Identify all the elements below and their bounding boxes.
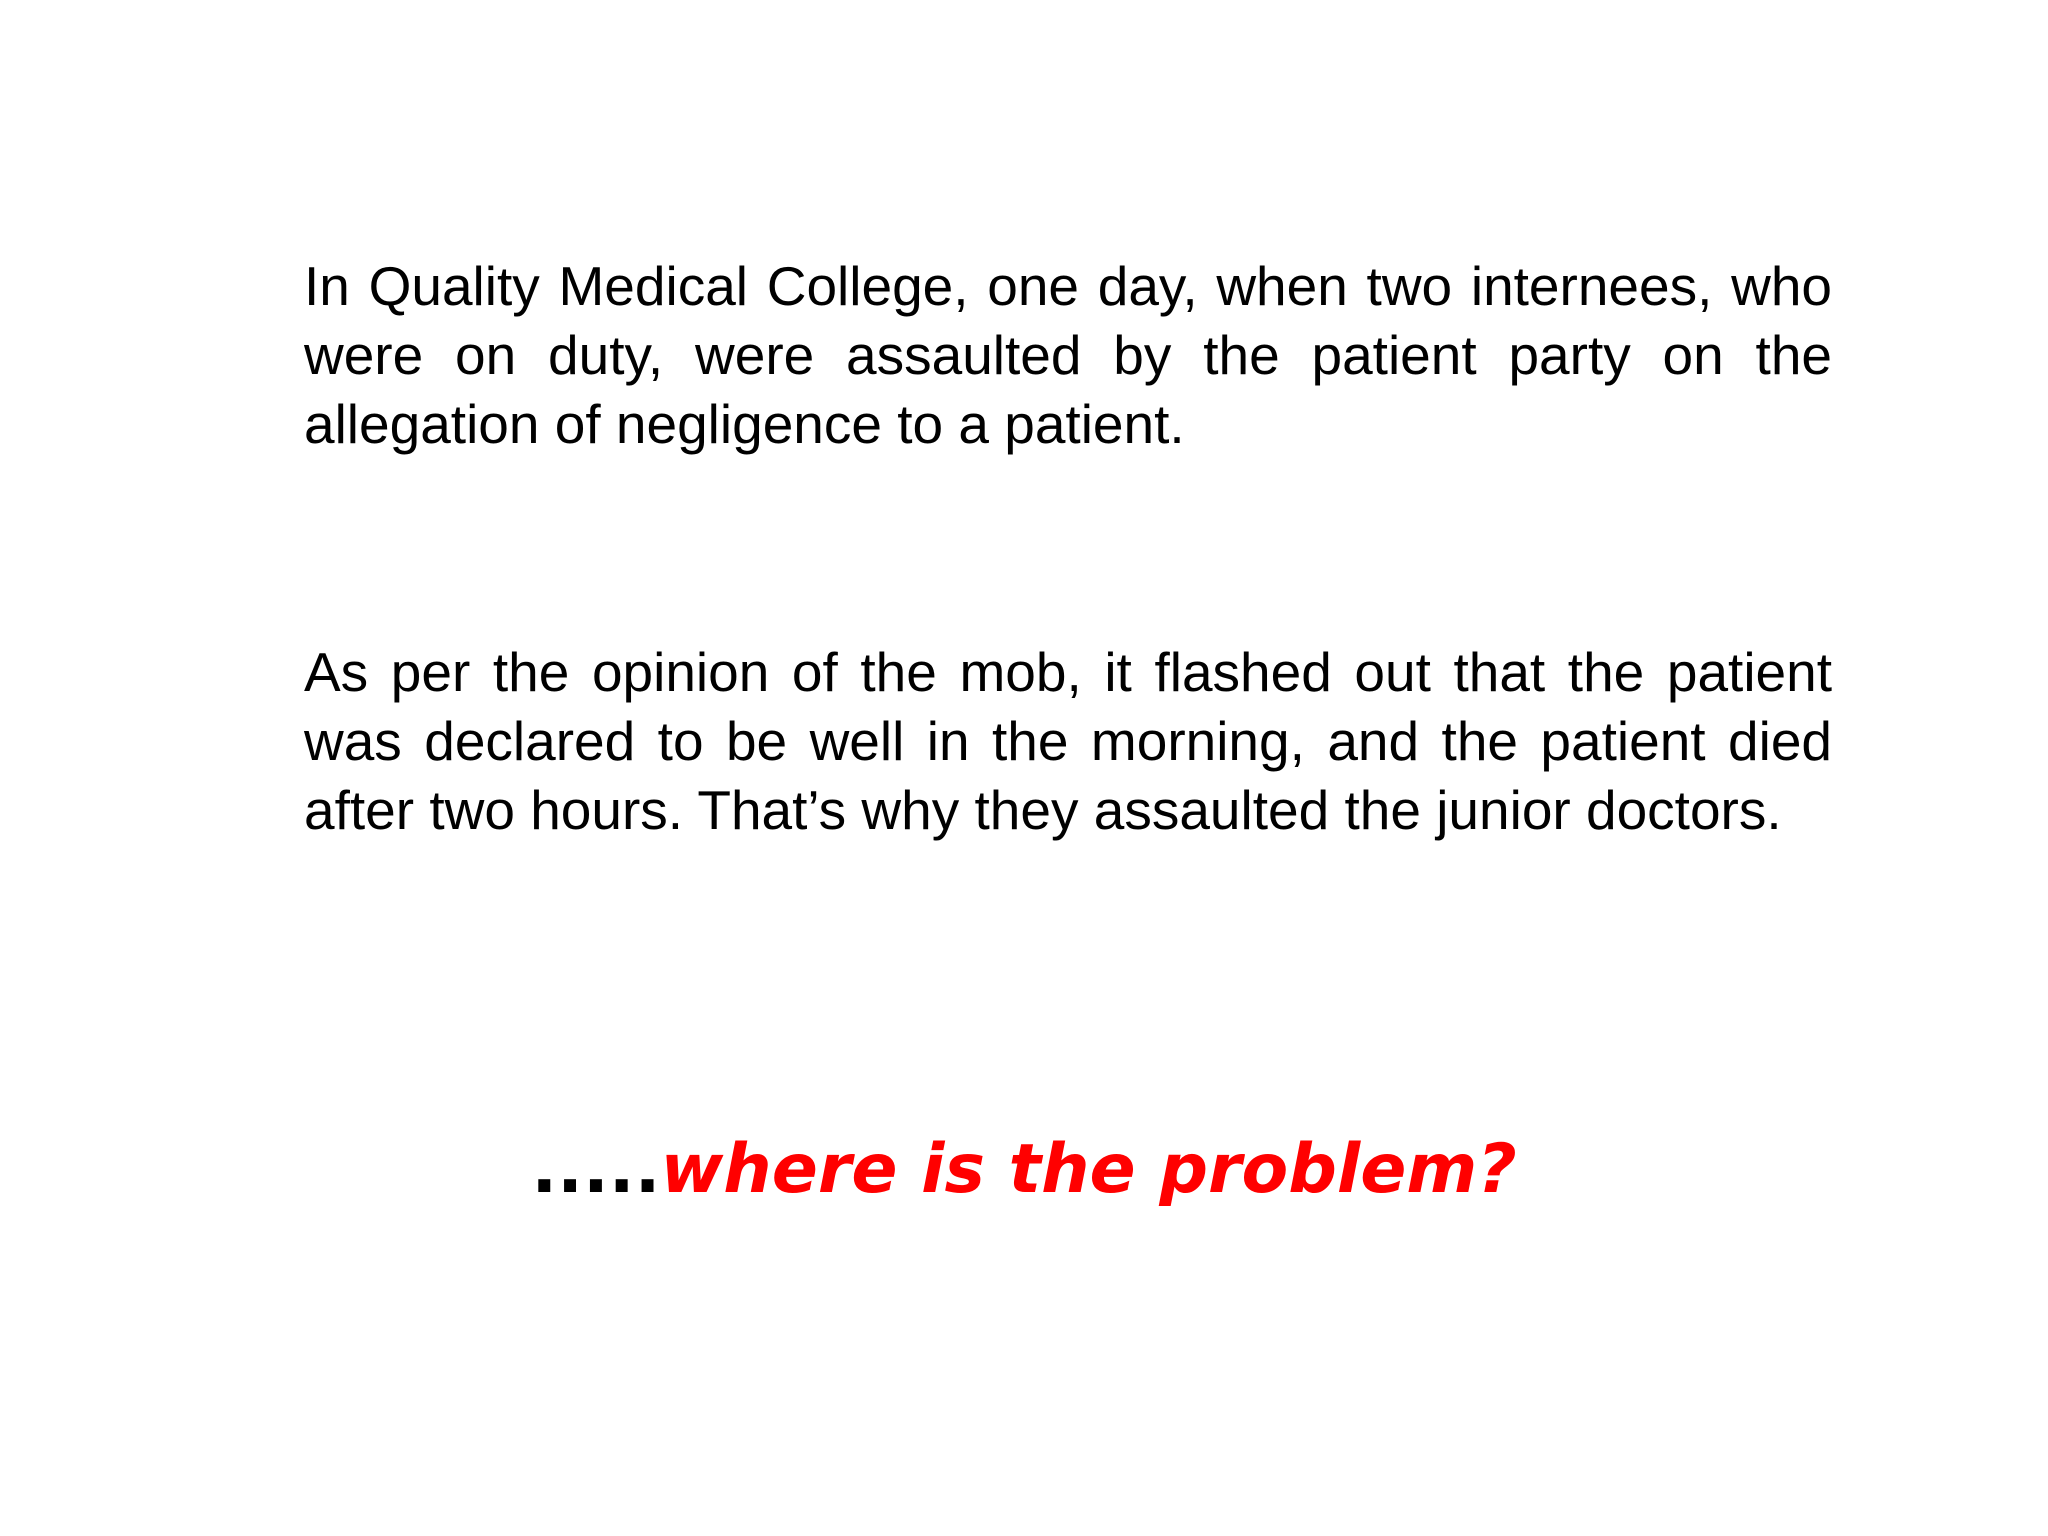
question-text: where is the problem? [660,1130,1517,1209]
paragraph-mob-opinion: As per the opinion of the mob, it flashed out that the patient was declared to be well in the morning, and the patient died after two hours. That’s why they assaulted the junior doctors. [304,641,1832,841]
closing-question [0,1130,2048,1209]
paragraph-incident: In Quality Medical College, one day, when two internees, who were on duty, were assaulted by the patient party on the allegation of negligence to a patient. [304,255,1832,455]
ellipsis-prefix: ..... [531,1130,661,1209]
